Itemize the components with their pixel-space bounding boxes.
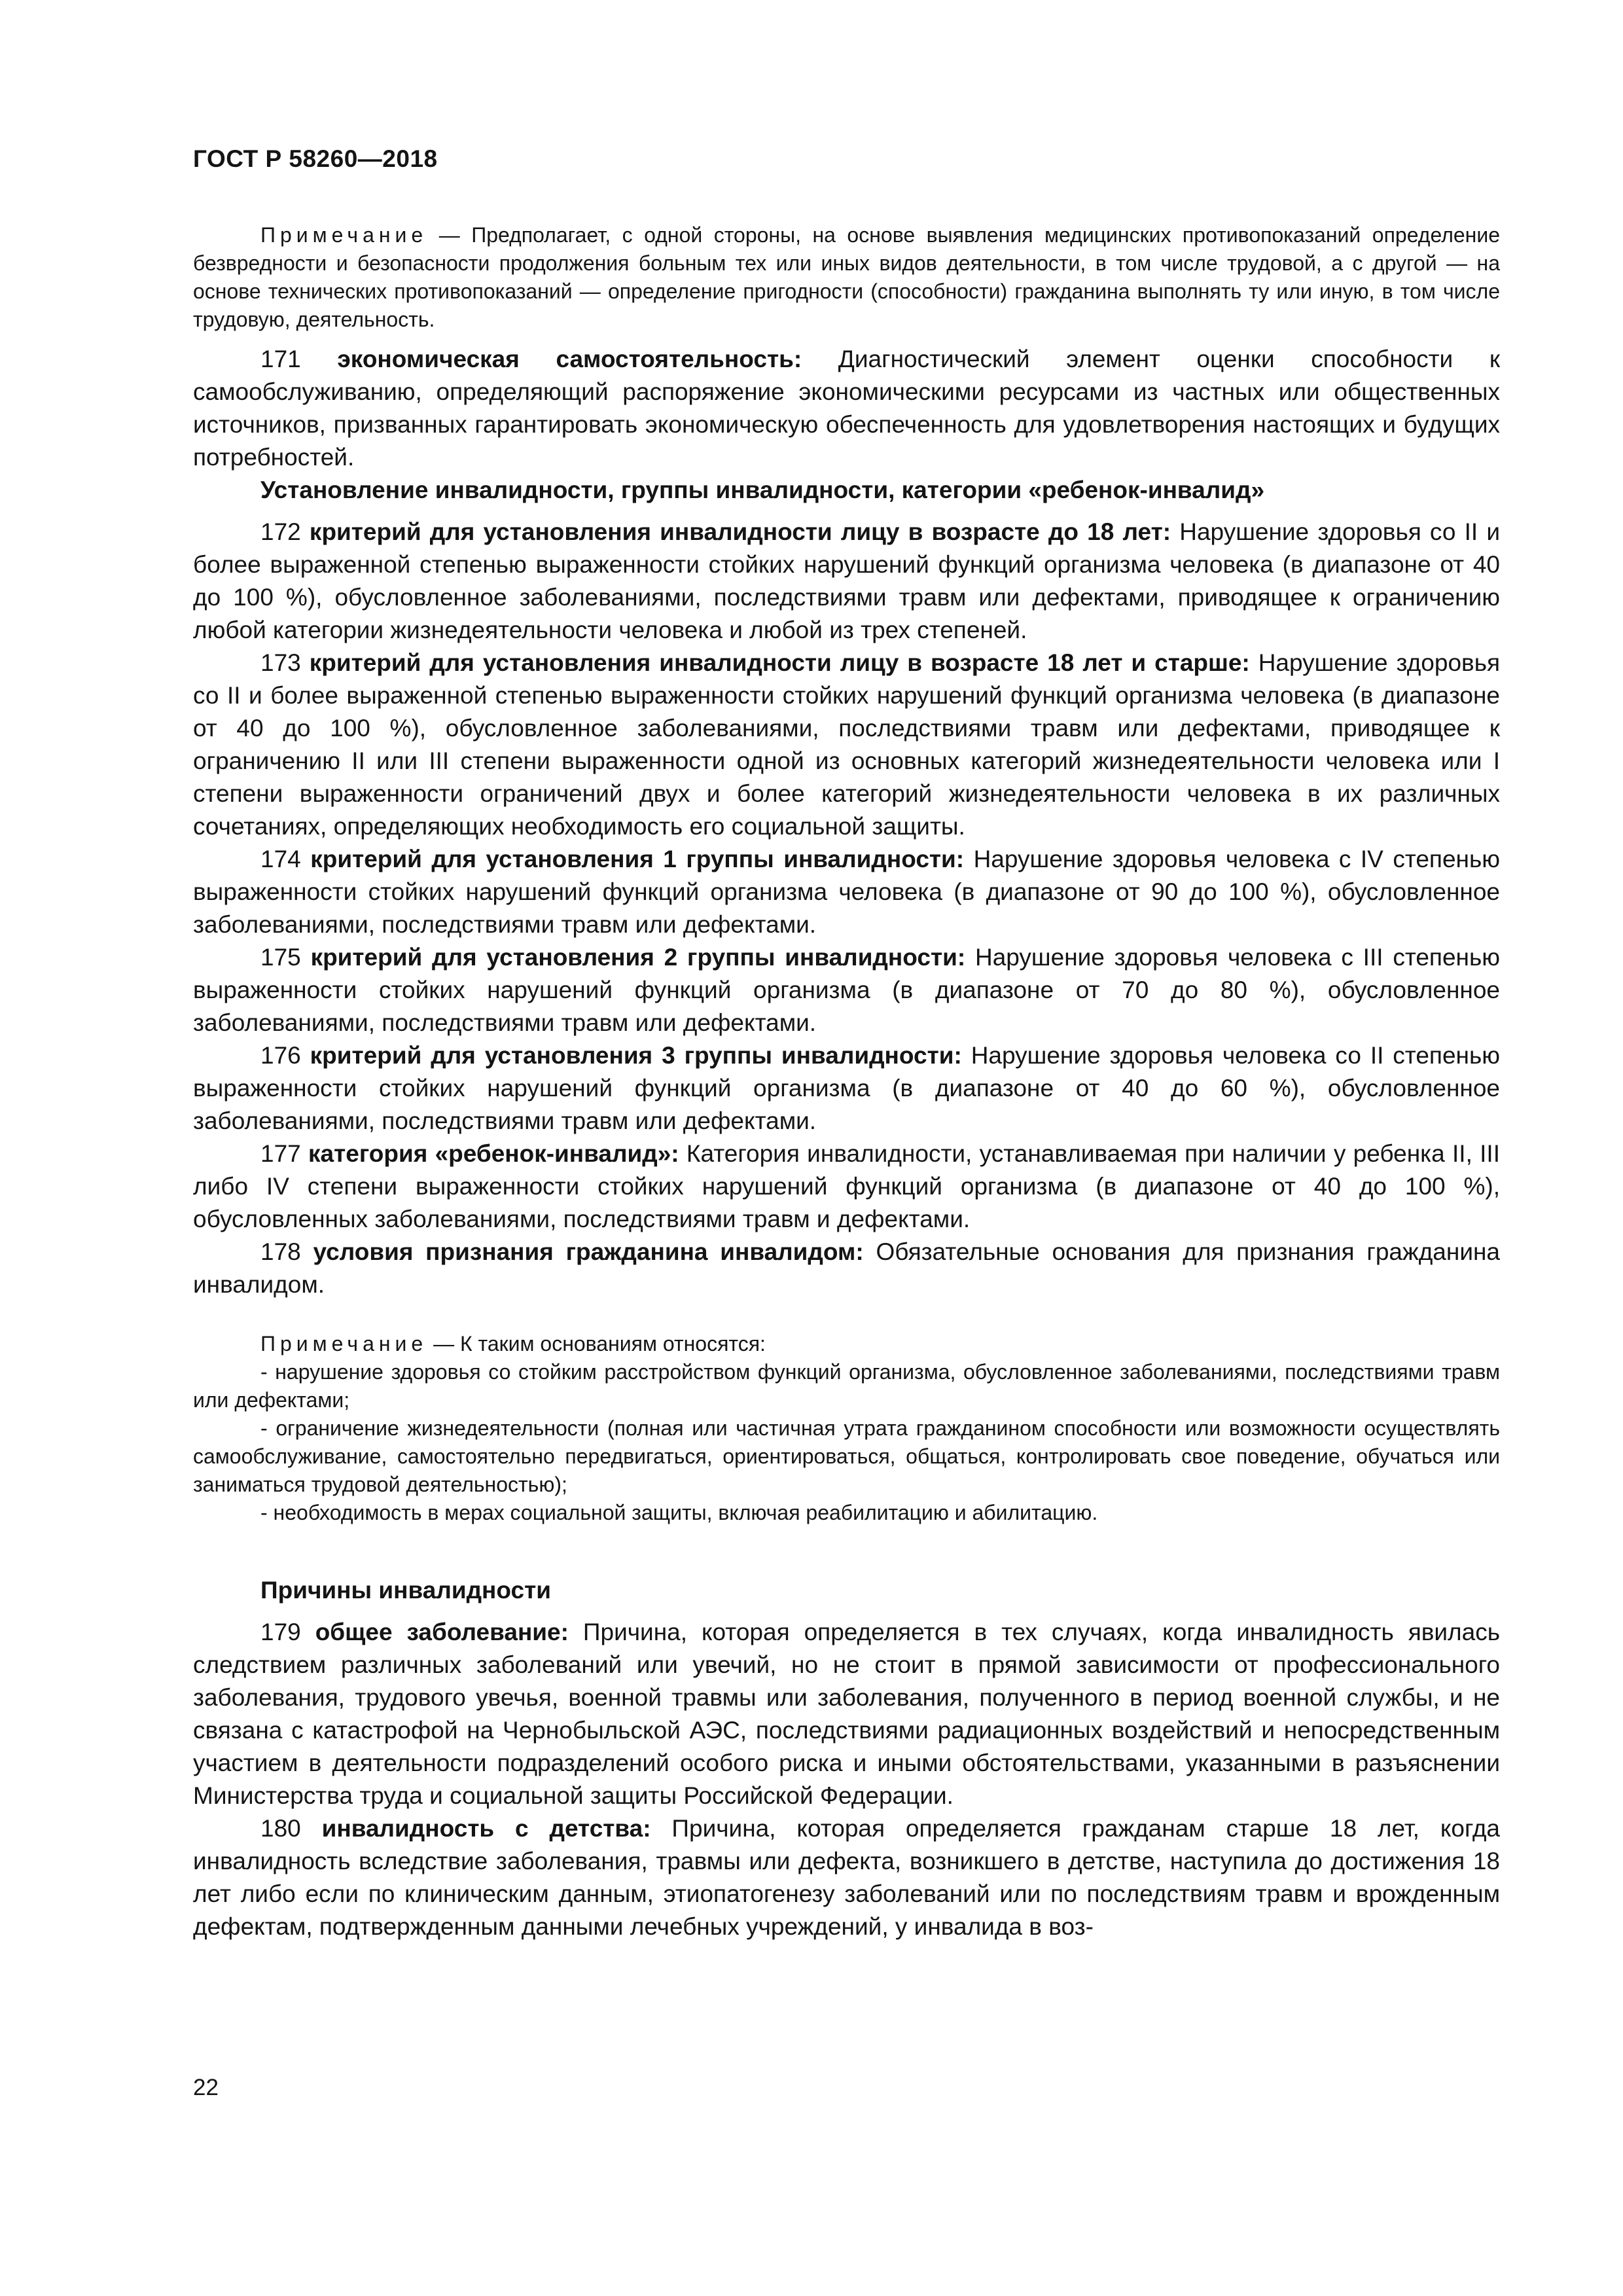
term-title: инвалидность с детства: (321, 1815, 651, 1842)
term-number: 172 (260, 518, 301, 545)
page-content (193, 221, 1500, 1943)
term-definition: Диагностический элемент оценки способности к самообслуживанию, определяющий распоряжение экономическими ресурсами из частных или общественных источников, призванных гарантировать экономическую обеспеченность для удовлетворения настоящих и будущих потребностей. (193, 346, 1501, 471)
note-list-item: - необходимость в мерах социальной защиты, включая реабилитацию и абилитацию. (260, 1501, 1098, 1524)
term-title: условия признания гражданина инвалидом: (313, 1238, 864, 1265)
note-intro (193, 1330, 1500, 1358)
term-number: 173 (260, 649, 301, 676)
section-heading-causes: Причины инвалидности (260, 1577, 551, 1604)
note-text: — Предполагает, с одной стороны, на основе выявления медицинских противопоказаний определение безвредности и безопасности продолжения больным тех или иных видов деятельности, в том числе трудовой, а с другой — на основе технических противопоказаний — определение пригодности (способности) гражданина выполнять ту или иную, в том числе трудовую, деятельность. (193, 223, 1500, 331)
note-text: — К таким основаниям относятся: (427, 1332, 766, 1355)
term-definition: Нарушение здоровья человека с IV степенью выраженности стойких нарушений функций организма человека (в диапазоне от 90 до 100 %), обусловленное заболеваниями, последствиями травм или дефектами. (193, 846, 1501, 938)
term-definition: Нарушение здоровья человека с III степенью выраженности стойких нарушений функций организма (в диапазоне от 70 до 80 %), обусловленное заболеваниями, последствиями травм или дефектами. (193, 944, 1501, 1036)
term-entry-176 (193, 1039, 1500, 1138)
term-title: экономическая самостоятельность: (337, 346, 802, 372)
term-number: 180 (260, 1815, 301, 1842)
term-definition: Обязательные основания для признания гражданина инвалидом. (193, 1238, 1500, 1298)
term-number: 175 (260, 944, 301, 971)
page-number: 22 (193, 2075, 219, 2100)
term-entry-174 (193, 843, 1500, 941)
term-title: категория «ребенок-инвалид»: (308, 1140, 679, 1167)
document-code-header: ГОСТ Р 58260—2018 (193, 145, 438, 172)
term-number: 176 (260, 1042, 301, 1069)
term-definition: Причина, которая определяется в тех случаях, когда инвалидность явилась следствием различных заболеваний или увечий, но не стоит в прямой зависимости от профессионального заболевания, трудового увечья, военной травмы или заболевания, полученного в период военной службы, и не связана с катастрофой на Чернобыльской АЭС, последствиями радиационных воздействий и непосредственным участием в деятельности подразделений особого риска и иными обстоятельствами, указанными в разъяснении Министерства труда и социальной защиты Российской Федерации. (193, 1619, 1501, 1809)
note-label: Примечание (260, 1332, 428, 1355)
term-number: 171 (260, 346, 301, 372)
term-number: 179 (260, 1619, 301, 1645)
term-definition: Нарушение здоровья человека со II степенью выраженности стойких нарушений функций организма (в диапазоне от 40 до 60 %), обусловленное заболеваниями, последствиями травм или дефектами. (193, 1042, 1500, 1134)
term-entry-180 (193, 1812, 1500, 1943)
term-title: критерий для установления 3 группы инвалидности: (310, 1042, 962, 1069)
term-number: 177 (260, 1140, 301, 1167)
term-entry-172 (193, 516, 1500, 647)
note-block (193, 1330, 1500, 1527)
term-definition: Категория инвалидности, устанавливаемая при наличии у ребенка II, III либо IV степени выраженности стойких нарушений функций организма (в диапазоне от 40 до 100 %), обусловленных заболеваниями, последствиями травм и дефектами. (193, 1140, 1500, 1232)
term-title: критерий для установления инвалидности лицу в возрасте 18 лет и старше: (309, 649, 1250, 676)
term-definition: Нарушение здоровья со II и более выраженной степенью выраженности стойких нарушений функций организма человека (в диапазоне от 40 до 100 %), обусловленное заболеваниями, последствиями травм или дефектами, приводящее к ограничению любой категории жизнедеятельности человека и любой из трех степеней. (193, 518, 1501, 643)
term-entry-175 (193, 941, 1500, 1039)
term-number: 178 (260, 1238, 301, 1265)
note-block (193, 221, 1500, 334)
note-label: Примечание (260, 223, 428, 247)
section-heading-establishment: Установление инвалидности, группы инвалидности, категории «ребенок-инвалид» (260, 476, 1265, 503)
term-entry-173 (193, 647, 1500, 843)
term-entry-178 (193, 1236, 1500, 1301)
term-number: 174 (260, 846, 301, 872)
term-entry-179 (193, 1616, 1500, 1812)
term-title: общее заболевание: (315, 1619, 569, 1645)
term-definition: Причина, которая определяется гражданам старше 18 лет, когда инвалидность вследствие заболевания, травмы или дефекта, возникшего в детстве, наступила до достижения 18 лет либо если по клиническим данным, этиопатогенезу заболеваний или по последствиям травм и врожденным дефектам, подтвержденным данными лечебных учреждений, у инвалида в воз- (193, 1815, 1501, 1940)
note-list-item: - ограничение жизнедеятельности (полная или частичная утрата гражданином способности или возможности осуществлять самообслуживание, самостоятельно передвигаться, ориентироваться, общаться, контролировать свое поведение, обучаться или заниматься трудовой деятельностью); (193, 1416, 1500, 1496)
term-definition: Нарушение здоровья со II и более выраженной степенью выраженности стойких нарушений функций организма человека (в диапазоне от 40 до 100 %), обусловленное заболеваниями, последствиями травм или дефектами, приводящее к ограничению II или III степени выраженности одной из основных категорий жизнедеятельности человека или I степени выраженности ограничений двух и более категорий жизнедеятельности человека в их различных сочетаниях, определяющих необходимость его социальной защиты. (193, 649, 1500, 840)
term-title: критерий для установления 1 группы инвалидности: (310, 846, 965, 872)
term-title: критерий для установления 2 группы инвалидности: (310, 944, 966, 971)
term-entry-177 (193, 1138, 1500, 1236)
note-list-item: - нарушение здоровья со стойким расстройством функций организма, обусловленное заболеваниями, последствиями травм или дефектами; (193, 1360, 1500, 1412)
term-title: критерий для установления инвалидности лицу в возрасте до 18 лет: (309, 518, 1171, 545)
term-entry-171 (193, 343, 1500, 474)
